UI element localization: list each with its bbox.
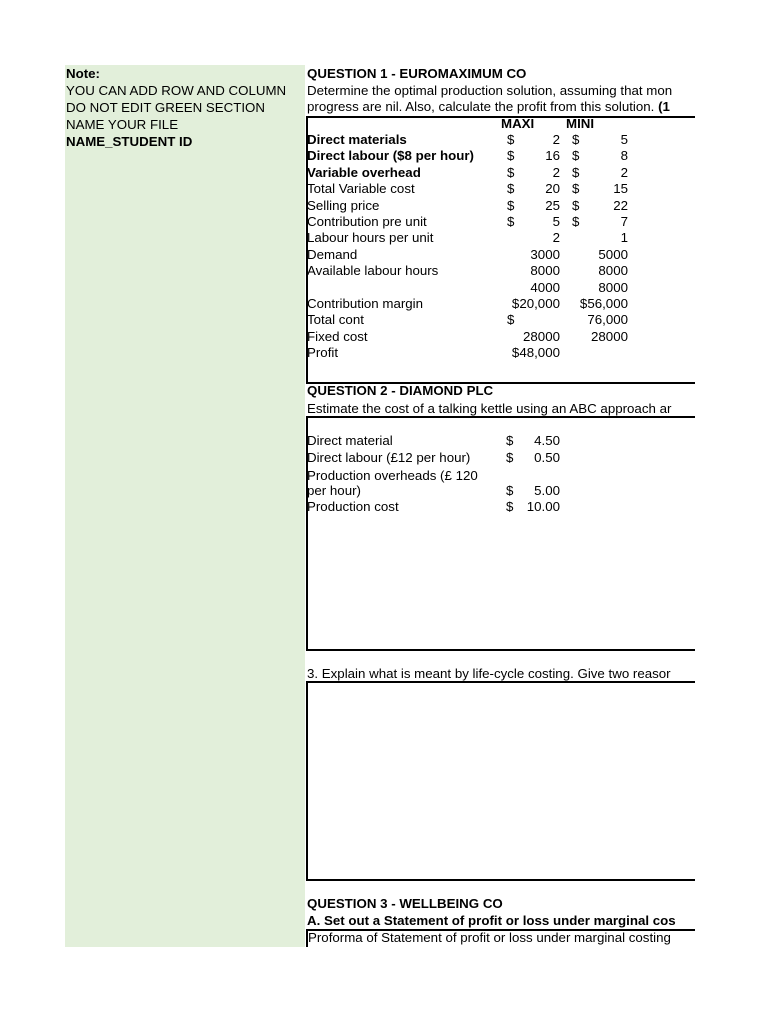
q1-row-value-mini: 8000	[598, 263, 628, 278]
note-heading: Note:	[66, 66, 100, 81]
q1-row-value-mini: 2	[620, 165, 628, 180]
q1-row-value-mini: 5	[620, 132, 628, 147]
q2-description: Estimate the cost of a talking kettle using an ABC approach ar	[307, 401, 672, 416]
q1-description-line1: Determine the optimal production solution, assuming that mon	[307, 83, 673, 98]
q1-row-label: Contribution pre unit	[307, 214, 427, 229]
q1-row-label: Variable overhead	[307, 165, 421, 180]
q1-row-value-maxi: 4000	[530, 280, 560, 295]
q1-row-label: Available labour hours	[307, 263, 439, 278]
q2-title: QUESTION 2 - DIAMOND PLC	[307, 383, 494, 398]
q2-row-label: Production overheads (£ 120	[307, 468, 478, 483]
q1-row-label: Labour hours per unit	[307, 230, 434, 245]
q1-row-value-mini: 8000	[598, 280, 628, 295]
q1-row-label: Contribution margin	[307, 296, 424, 311]
q1-row-value-maxi: 8000	[530, 263, 560, 278]
q3-subtitle: A. Set out a Statement of profit or loss under marginal cos	[307, 913, 676, 928]
q1-row-label: Total Variable cost	[307, 181, 415, 196]
q1-row-label: Total cont	[307, 312, 364, 327]
q3-proforma-label[interactable]: Proforma of Statement of profit or loss under marginal costing	[308, 930, 671, 945]
q2-row-value: 4.50	[534, 433, 560, 448]
q1-row-value-mini: 15	[613, 181, 628, 196]
q1-row-value-maxi: 16	[545, 148, 560, 163]
q1-row-value-mini: 76,000	[587, 312, 628, 327]
q2-row-label-cont: per hour)	[307, 483, 361, 498]
q1-row-currency-maxi: $	[507, 132, 515, 147]
q1-row-currency-maxi: $	[507, 165, 515, 180]
q2-row-currency: $	[506, 450, 514, 465]
lifecycle-answer-box[interactable]	[306, 681, 695, 881]
q1-col-maxi: MAXI	[501, 116, 535, 131]
q1-row-currency-maxi: $	[507, 214, 515, 229]
note-line-name: NAME YOUR FILE	[66, 117, 179, 132]
q3-lifecycle-description: 3. Explain what is meant by life-cycle costing. Give two reasor	[307, 666, 671, 681]
note-line-edit: DO NOT EDIT GREEN SECTION	[66, 100, 265, 115]
q1-row-value-maxi: 5	[552, 214, 560, 229]
q1-row-value-mini: 22	[613, 198, 628, 213]
q1-row-value-maxi: $20,000	[511, 296, 560, 311]
q1-row-currency-mini: $	[572, 165, 580, 180]
q2-row-value: 5.00	[534, 483, 560, 498]
q1-row-value-mini: 1	[620, 230, 628, 245]
q2-row-currency: $	[506, 433, 514, 448]
q1-col-mini: MINI	[566, 116, 595, 131]
note-panel	[65, 65, 305, 947]
q2-row-label: Direct material	[307, 433, 393, 448]
q1-row-value-maxi: 2	[552, 165, 560, 180]
q2-row-value: 10.00	[526, 499, 560, 514]
q1-row-label: Fixed cost	[307, 329, 368, 344]
q1-row-value-mini: 7	[620, 214, 628, 229]
q1-row-currency-mini: $	[572, 132, 580, 147]
q1-row-currency-mini: $	[572, 214, 580, 229]
q1-row-label: Demand	[307, 247, 358, 262]
q2-row-label: Production cost	[307, 499, 399, 514]
q2-row-value: 0.50	[534, 450, 560, 465]
q3-title: QUESTION 3 - WELLBEING CO	[307, 896, 503, 911]
worksheet	[306, 65, 695, 947]
q1-row-currency-mini: $	[572, 181, 580, 196]
q1-row-value-mini: 8	[620, 148, 628, 163]
q1-row-value-maxi: 2	[552, 132, 560, 147]
q1-row-currency-maxi: $	[507, 312, 515, 327]
q1-row-currency-maxi: $	[507, 198, 515, 213]
q1-row-currency-mini: $	[572, 198, 580, 213]
note-line-add: YOU CAN ADD ROW AND COLUMN	[66, 83, 287, 98]
q1-row-value-mini: $56,000	[579, 296, 628, 311]
q1-row-value-mini: 28000	[591, 329, 628, 344]
q1-row-value-mini: 5000	[598, 247, 628, 262]
q1-title: QUESTION 1 - EUROMAXIMUM CO	[307, 66, 527, 81]
q2-row-label: Direct labour (£12 per hour)	[307, 450, 471, 465]
q1-row-label: Selling price	[307, 198, 380, 213]
q2-row-currency: $	[506, 499, 514, 514]
q1-row-value-maxi: 3000	[530, 247, 560, 262]
q1-description-line2: progress are nil. Also, calculate the profit from this solution. (1	[307, 99, 670, 114]
q1-row-currency-mini: $	[572, 148, 580, 163]
q1-row-value-maxi: $48,000	[511, 345, 560, 360]
q1-row-currency-maxi: $	[507, 181, 515, 196]
q1-row-value-maxi: 2	[552, 230, 560, 245]
q1-row-label: Direct labour ($8 per hour)	[307, 148, 474, 163]
q1-row-label: Direct materials	[307, 132, 407, 147]
q1-row-currency-maxi: $	[507, 148, 515, 163]
q1-row-value-maxi: 28000	[523, 329, 560, 344]
q1-row-value-maxi: 25	[545, 198, 560, 213]
q2-row-currency: $	[506, 483, 514, 498]
q1-row-label: Profit	[307, 345, 339, 360]
q1-row-value-maxi: 20	[545, 181, 560, 196]
note-filename: NAME_STUDENT ID	[66, 134, 193, 149]
